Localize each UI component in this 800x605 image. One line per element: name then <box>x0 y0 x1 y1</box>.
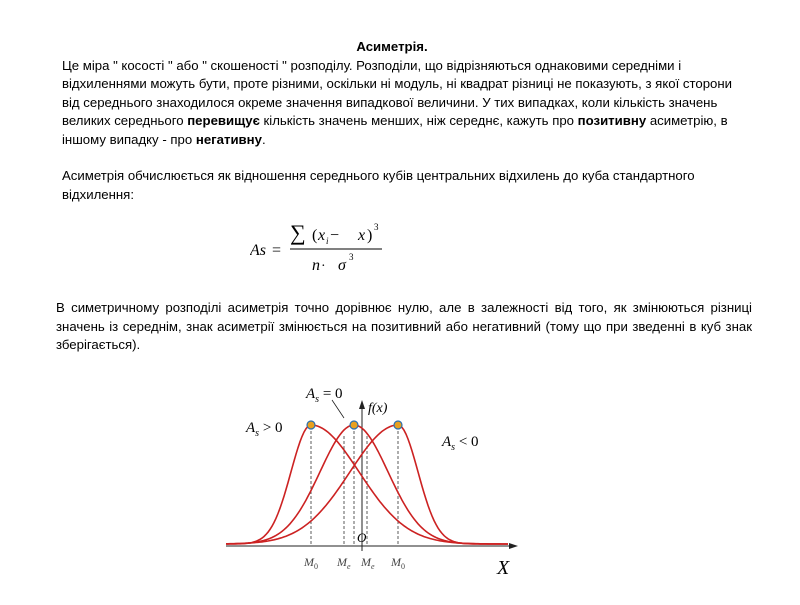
label-as-pos-rel: > 0 <box>259 420 283 436</box>
asymmetry-formula <box>250 214 400 276</box>
label-as-neg-sub: s <box>451 442 456 453</box>
tick-me-right-sub: e <box>371 562 375 571</box>
definition-paragraph <box>62 57 752 150</box>
formula-minus: − <box>330 227 340 244</box>
tick-m0-left-m: M <box>304 555 314 569</box>
tick-m0-right <box>390 555 405 571</box>
x-axis-arrow <box>509 543 518 549</box>
formula-sigma: σ <box>338 257 346 274</box>
formula-intro-paragraph: Асиметрія обчислюється як відношення середнього кубів центральних відхилень до куба стандартного відхилення: <box>62 168 695 202</box>
p1-text-1: Це міра " косості " або " скошеності " розподілу. Розподіли, що відрізняються однаковими середніми і відхиленнями можуть бути, проте різними, оскільки ні модуль, ні квадрат різниці не показують, з якої сторони від середнього знаходилося окреме значення випадкової величини. У тих випадках, коли кількість значень великих середнього <box>62 57 733 129</box>
p1-text-4: . <box>261 131 266 147</box>
label-as-zero-sub: s <box>315 394 320 405</box>
p1-text-2: кількість значень менших, ніж середнє, кажуть про <box>259 113 578 129</box>
tick-m0-right-sub: 0 <box>401 562 405 571</box>
formula-dot: · <box>321 259 326 274</box>
formula-sigma-pow: 3 <box>349 252 354 262</box>
p1-text-3: асиметрію, в іншому випадку - про <box>62 113 728 147</box>
formula-pow: 3 <box>374 222 379 232</box>
curve-negative-skew-peak-dot <box>394 421 402 429</box>
formula-open-paren: ( <box>312 227 318 244</box>
formula-eq: = <box>272 242 282 259</box>
label-as-positive <box>245 420 283 439</box>
formula-n: n <box>312 257 320 274</box>
tick-m0-left <box>303 555 318 571</box>
curve-positive-skew-peak-dot <box>307 421 315 429</box>
figure-svg <box>226 376 526 600</box>
tick-me-left <box>336 555 351 571</box>
label-as-zero <box>305 386 343 405</box>
tick-m0-left-sub: 0 <box>314 562 318 571</box>
curve-symmetric-peak-dot <box>350 421 358 429</box>
symmetry-paragraph: В симетричному розподілі асиметрія точно дорівнює нулю, але в залежності від того, як змінюються різниці значень із середнім, знак асиметрії змінюється на позитивний або негативний (тому що при зведенні в куб знак зберігається). <box>56 300 752 353</box>
tick-me-left-sub: e <box>347 562 351 571</box>
label-as-zero-a: A <box>306 386 316 402</box>
p1-bold-negative: негативну <box>195 131 262 147</box>
tick-me-right-m: M <box>361 555 371 569</box>
label-x-axis: X <box>497 557 510 579</box>
label-as-pos-sub: s <box>255 428 260 439</box>
formula-lhs: As <box>250 242 266 259</box>
page-title: Асиметрія. <box>356 39 428 54</box>
label-as-neg-a: A <box>442 434 452 450</box>
formula-sum: ∑ <box>290 220 306 245</box>
label-as-zero-leader <box>332 400 344 418</box>
formula-xi-sub: i <box>326 236 329 246</box>
label-as-pos-a: A <box>246 420 256 436</box>
tick-m0-right-m: M <box>391 555 401 569</box>
y-axis-arrow <box>359 400 365 409</box>
text-block-definition <box>62 38 752 150</box>
label-fx: f(x) <box>368 401 388 416</box>
formula-svg <box>250 214 400 276</box>
label-origin: O <box>357 530 367 545</box>
label-as-zero-rel: = 0 <box>319 386 343 402</box>
formula-close-paren: ) <box>367 227 373 244</box>
formula-x: x <box>358 227 366 244</box>
tick-me-left-m: M <box>337 555 347 569</box>
formula-xi: x <box>318 227 326 244</box>
tick-me-right <box>360 555 375 571</box>
label-as-negative <box>441 434 479 453</box>
asymmetry-figure <box>226 376 526 600</box>
p1-bold-exceeds: перевищує <box>187 113 260 129</box>
p1-bold-positive: позитивну <box>577 113 647 129</box>
label-as-neg-rel: < 0 <box>455 434 479 450</box>
title-text: Асиметрія <box>356 39 424 54</box>
